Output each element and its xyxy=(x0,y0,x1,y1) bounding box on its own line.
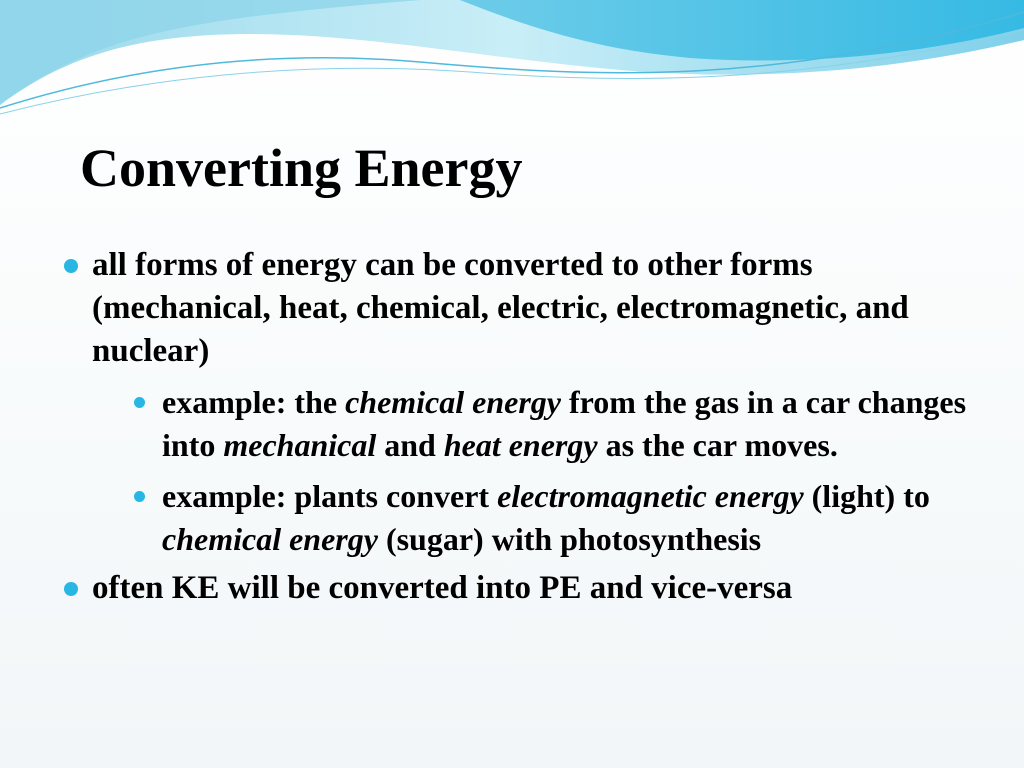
bullet-text: example: plants convert xyxy=(162,478,498,514)
bullet-text: example: the xyxy=(162,384,346,420)
emphasis-text: mechanical xyxy=(223,427,377,463)
bullet-text: all forms of energy can be converted to other forms (mechanical, heat, chemical, electric, electromagnetic, and nuclear) xyxy=(92,247,909,369)
bullet-list xyxy=(60,244,980,610)
emphasis-text: chemical energy xyxy=(162,521,378,557)
bullet-text: and xyxy=(376,427,444,463)
header-wave-decoration xyxy=(0,0,1024,140)
slide-title: Converting Energy xyxy=(80,138,523,198)
bullet-text: (sugar) with photosynthesis xyxy=(377,521,762,557)
emphasis-text: electromagnetic energy xyxy=(497,478,804,514)
bullet-level2 xyxy=(132,475,980,561)
circle-bullet-icon xyxy=(64,259,78,273)
circle-bullet-icon xyxy=(134,491,145,502)
circle-bullet-icon xyxy=(64,582,78,596)
bullet-text: often KE will be converted into PE and vice-versa xyxy=(92,570,793,606)
bullet-text: from the gas in a car changes into xyxy=(162,384,967,463)
bullet-level1 xyxy=(60,244,980,373)
emphasis-text: heat energy xyxy=(443,427,598,463)
bullet-level2 xyxy=(132,381,980,467)
bullet-text: as the car moves. xyxy=(597,427,838,463)
bullet-level1 xyxy=(60,567,980,610)
circle-bullet-icon xyxy=(134,397,145,408)
emphasis-text: chemical energy xyxy=(345,384,561,420)
bullet-text: (light) to xyxy=(803,478,930,514)
